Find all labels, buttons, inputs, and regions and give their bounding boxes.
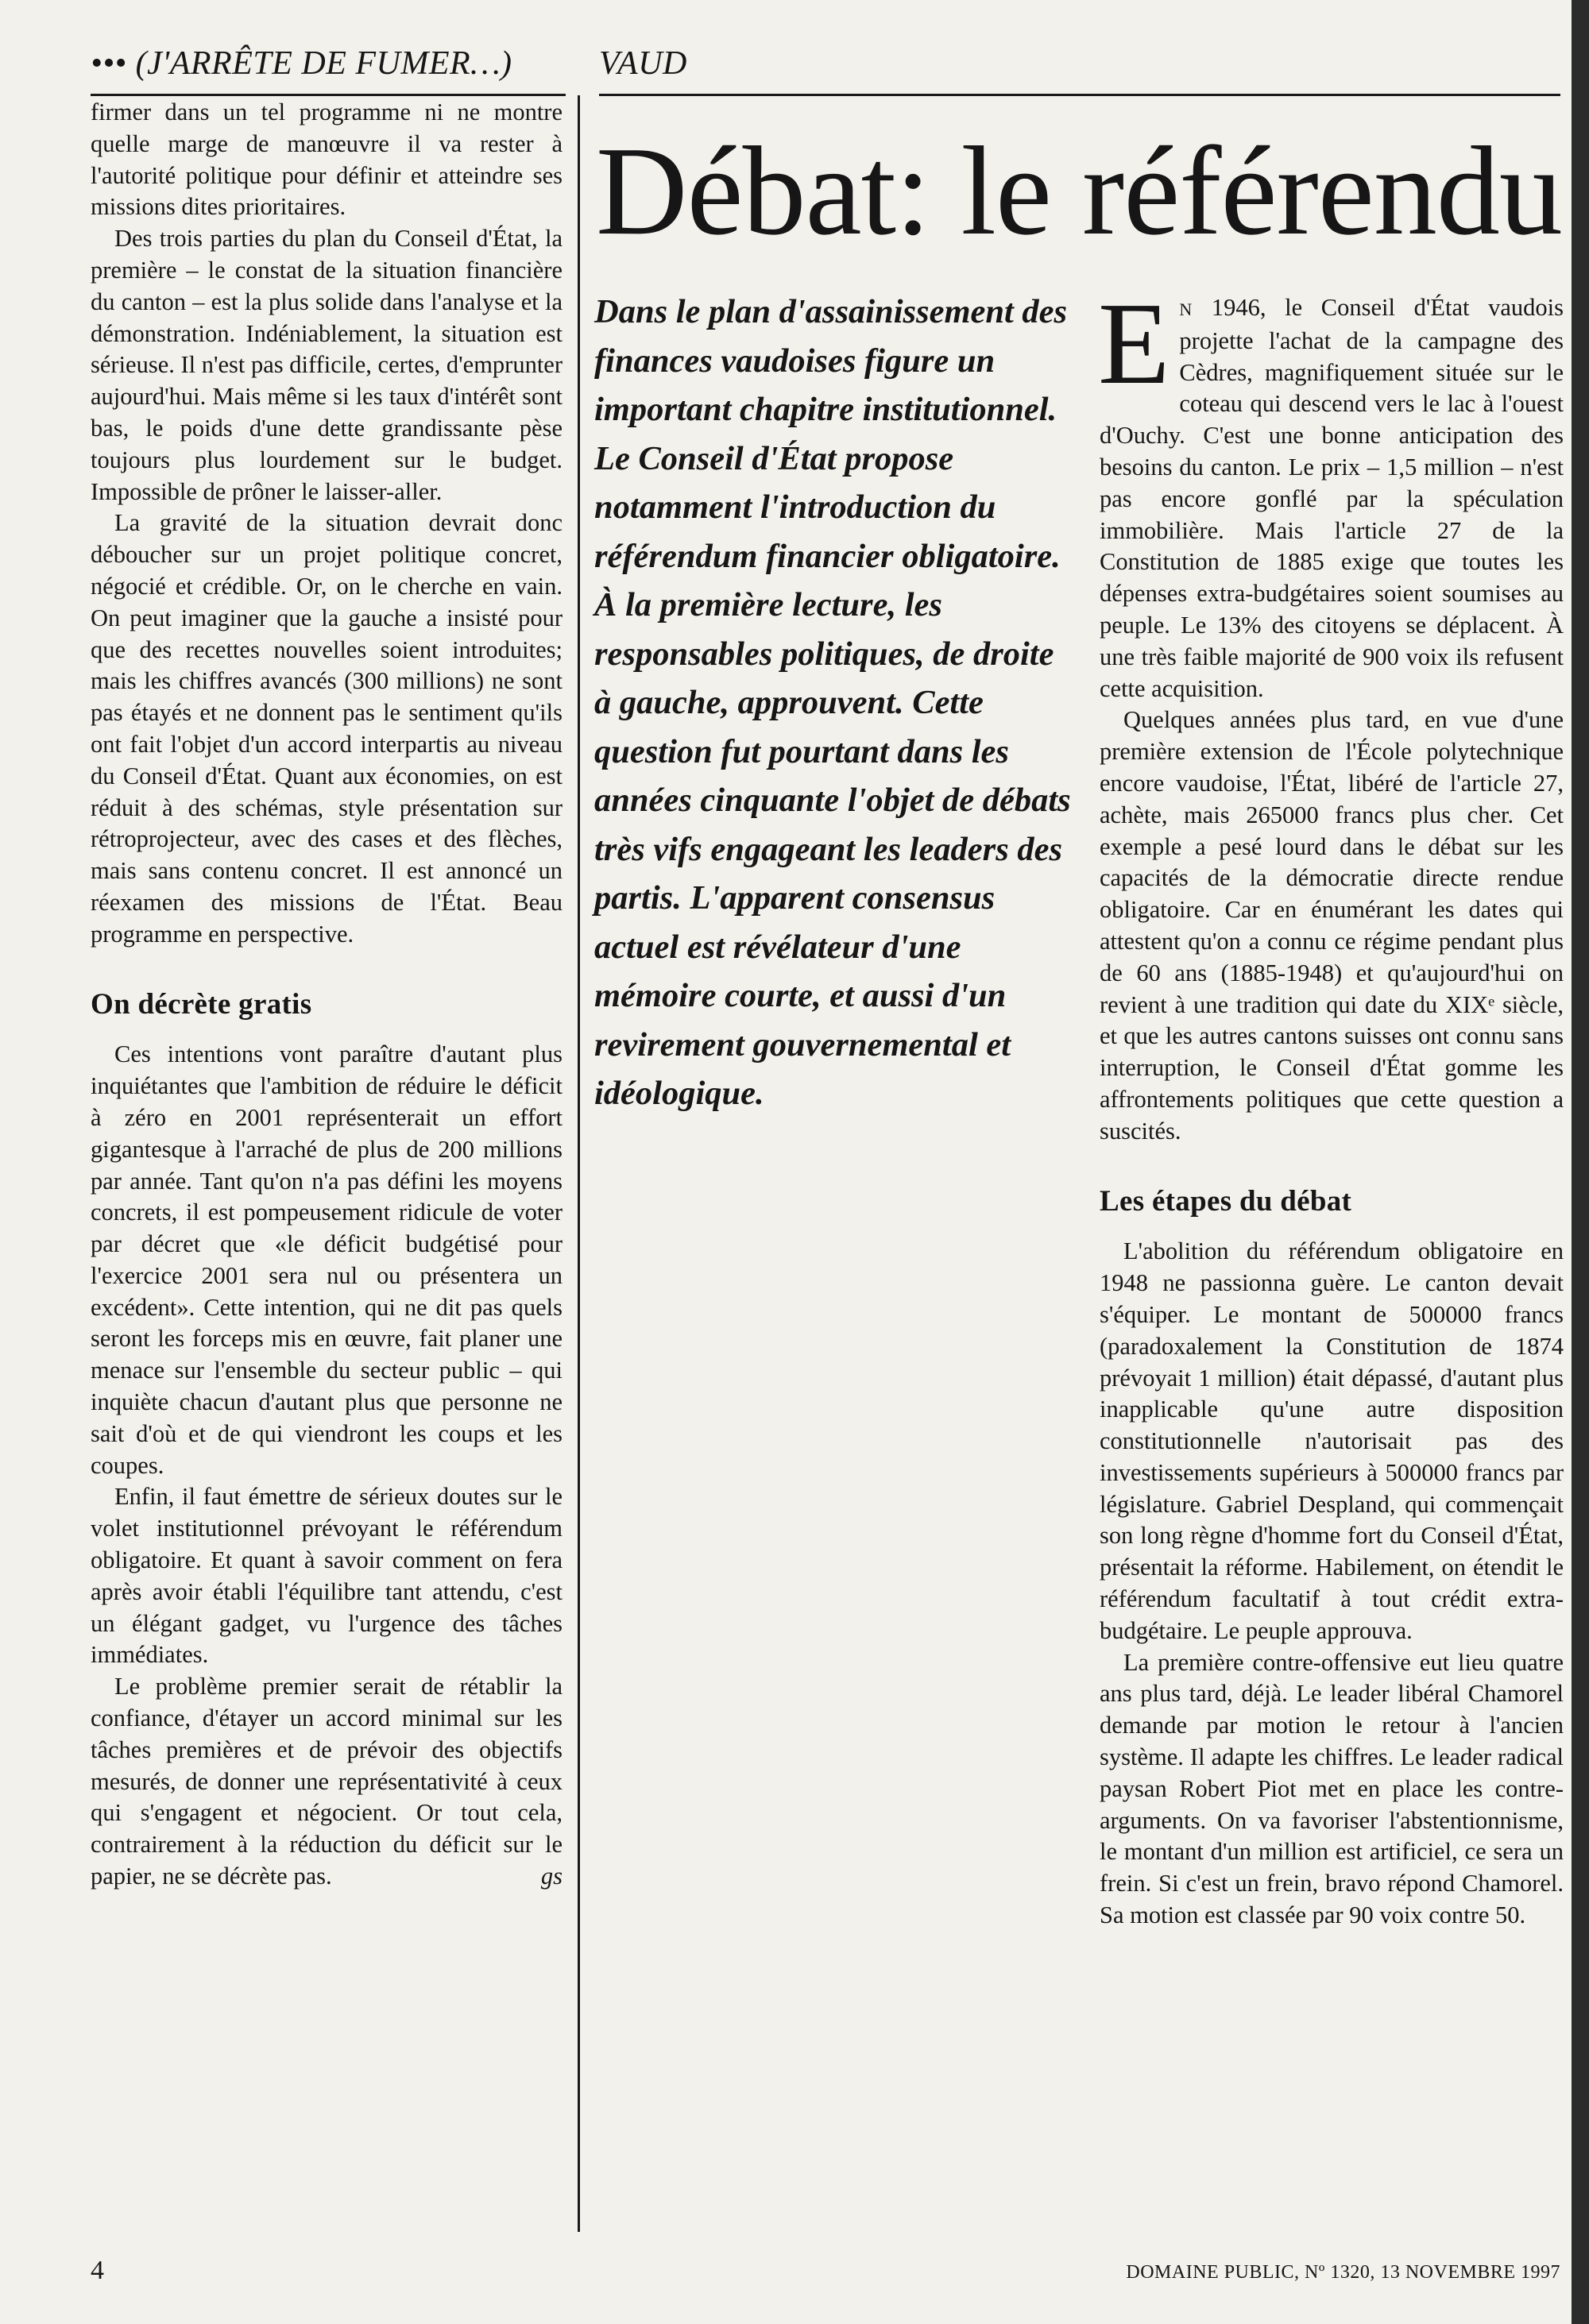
column-right — [1098, 279, 1564, 1932]
column-left — [91, 97, 563, 1893]
article-title: Débat: le référendu — [596, 120, 1562, 261]
paragraph: Enfin, il faut émettre de sérieux doutes sur le volet institutionnel prévoyant le référendum obligatoire. Et quant à savoir comment on fera après avoir établi l'équilibre tant attendu, c'est un élégant gadget, vu l'urgence des tâches immédiates. — [91, 1483, 563, 1669]
paragraph-text: 1946, le Conseil d'État vaudois projette l'achat de la campagne des Cèdres, magnifiquement située sur le coteau qui descend vers le lac à l'ouest d'Ouchy. C'est une bonne anticipation des besoins du canton. Le prix – 1,5 million – n'est pas encore gonflé par la spéculation immobilière. Mais l'article 27 de la Constitution de 1885 exige que toutes les dépenses extra-budgétaires soient soumises au peuple. Le 13% des citoyens se déplacent. À une très faible majorité de 900 voix ils refusent cette acquisition. — [1100, 294, 1564, 702]
subheading: On décrète gratis — [91, 987, 312, 1021]
paragraph: Des trois parties du plan du Conseil d'État, la première – le constat de la situation financière du canton – est la plus solide dans l'analyse et la démonstration. Indéniablement, la situation est sérieuse. Il n'est pas difficile, certes, d'emprunter aujourd'hui. Mais même si les taux d'intérêt sont bas, le poids d'une dette grandissante pèse toujours plus lourdement sur le budget. Impossible de prôner le laisser-aller. — [91, 225, 563, 505]
small-caps-word: N — [1179, 299, 1193, 319]
paragraph: Quelques années plus tard, en vue d'une première extension de l'École polytechnique encore vaudoise, l'État, libéré de l'article 27, achète, mais 265000 francs plus cher. Cet exemple a pesé lourd dans le débat sur les capacités de la démocratie directe rendue obligatoire. Car en énumérant les dates qui attestent qu'on a connu ce régime pendant plus de 60 ans (1885-1948) et qu'aujourd'hui on revient à une tradition qui date du XIXᵉ siècle, et que les autres cantons suisses ont connu sans interruption, le Conseil d'État gomme les affrontements politiques que cette question a suscités. — [1100, 706, 1564, 1145]
page-edge-shadow — [1572, 0, 1589, 2324]
article-lead: Dans le plan d'assainissement des finances vaudoises figure un important chapitre institutionnel. Le Conseil d'État propose notamment l'introduction du référendum financier obligatoire. À la première lecture, les responsables politiques, de droite à gauche, approuvent. Cette question fut pourtant dans les années cinquante l'objet de débats très vifs engageant les leaders des partis. L'apparent consensus actuel est révélateur d'une mémoire courte, et aussi d'un revirement gouvernemental et idéologique. — [594, 293, 1071, 1112]
drop-cap: E — [1098, 279, 1170, 409]
paragraph: La gravité de la situation devrait donc déboucher sur un projet politique concret, négocié et crédible. Or, on le cherche en vain. On peut imaginer que la gauche a insisté pour que des recettes nouvelles soient introduites; mais les chiffres avancés (300 millions) ne sont pas étayés et ne donnent pas le sentiment qu'ils ont fait l'objet d'un accord interpartis au niveau du Conseil d'État. Quant aux économies, on est réduit à des schémas, style présentation sur rétroprojecteur, avec des cases et des flèches, mais sans contenu concret. Il est annoncé un réexamen des missions de l'État. Beau programme en perspective. — [91, 509, 563, 948]
paragraph: La première contre-offensive eut lieu quatre ans plus tard, déjà. Le leader libéral Chamorel demande par motion le retour à l'ancien système. Il adapte les chiffres. Le leader radical paysan Robert Piot met en place les contre-arguments. On va favoriser l'abstentionnisme, le montant d'un million est artificiel, ce sera un frein. Si c'est un frein, bravo répond Chamorel. Sa motion est classée par 90 voix contre 50. — [1100, 1648, 1564, 1929]
publication-footer: DOMAINE PUBLIC, Nº 1320, 13 NOVEMBRE 1997 — [1126, 2262, 1560, 2283]
running-head-left: ••• (J'ARRÊTE DE FUMER…) — [91, 45, 512, 82]
subheading: Les étapes du débat — [1100, 1184, 1352, 1218]
author-signature: gs — [540, 1863, 563, 1890]
column-divider — [578, 95, 580, 2232]
paragraph-first — [1098, 279, 1564, 705]
paragraph-last — [91, 1671, 563, 1893]
paragraph: L'abolition du référendum obligatoire en 1948 ne passionna guère. Le canton devait s'équiper. Le montant de 500000 francs (paradoxalement la Constitution de 1874 prévoyait 1 million) était dépassé, d'autant plus inapplicable qu'une autre disposition constitutionnelle n'autorisait pas des investissements supérieurs à 500000 francs par législature. Gabriel Despland, qui commençait son long règne d'homme fort du Conseil d'État, présentait la réforme. Habilement, on étendit le référendum facultatif à tout crédit extra-budgétaire. Le peuple approuva. — [1100, 1237, 1564, 1644]
paragraph: firmer dans un tel programme ni ne montre quelle marge de manœuvre il va rester à l'autorité politique pour définir et atteindre ses missions dites prioritaires. — [91, 98, 563, 221]
header-rule-right — [599, 94, 1560, 96]
paragraph: Ces intentions vont paraître d'autant plus inquiétantes que l'ambition de réduire le déficit à zéro en 2001 représenterait un effort gigantesque à l'arraché de plus de 200 millions par année. Tant qu'on n'a pas défini les moyens concrets, il est pompeusement ridicule de voter par décret que «le déficit budgétisé pour l'exercice 2001 sera nul ou présentera un excédent». Cette intention, qui ne dit pas quels seront les forceps mis en œuvre, fait planer une menace sur l'ensemble du secteur public – qui inquiète chacun d'autant plus que personne ne sait d'où et de qui viendront les coups et les coupes. — [91, 1040, 563, 1479]
header-rule-left — [91, 94, 566, 96]
page-number: 4 — [91, 2256, 104, 2285]
section-label: VAUD — [599, 45, 687, 82]
paragraph-text: Le problème premier serait de rétablir la confiance, d'étayer un accord minimal sur les tâches premières et de prévoir des objectifs mesurés, de donner une représentativité à ceux qui s'engagent et négocient. Or tout cela, contrairement à la réduction du déficit sur le papier, ne se décrète pas. — [91, 1673, 563, 1890]
